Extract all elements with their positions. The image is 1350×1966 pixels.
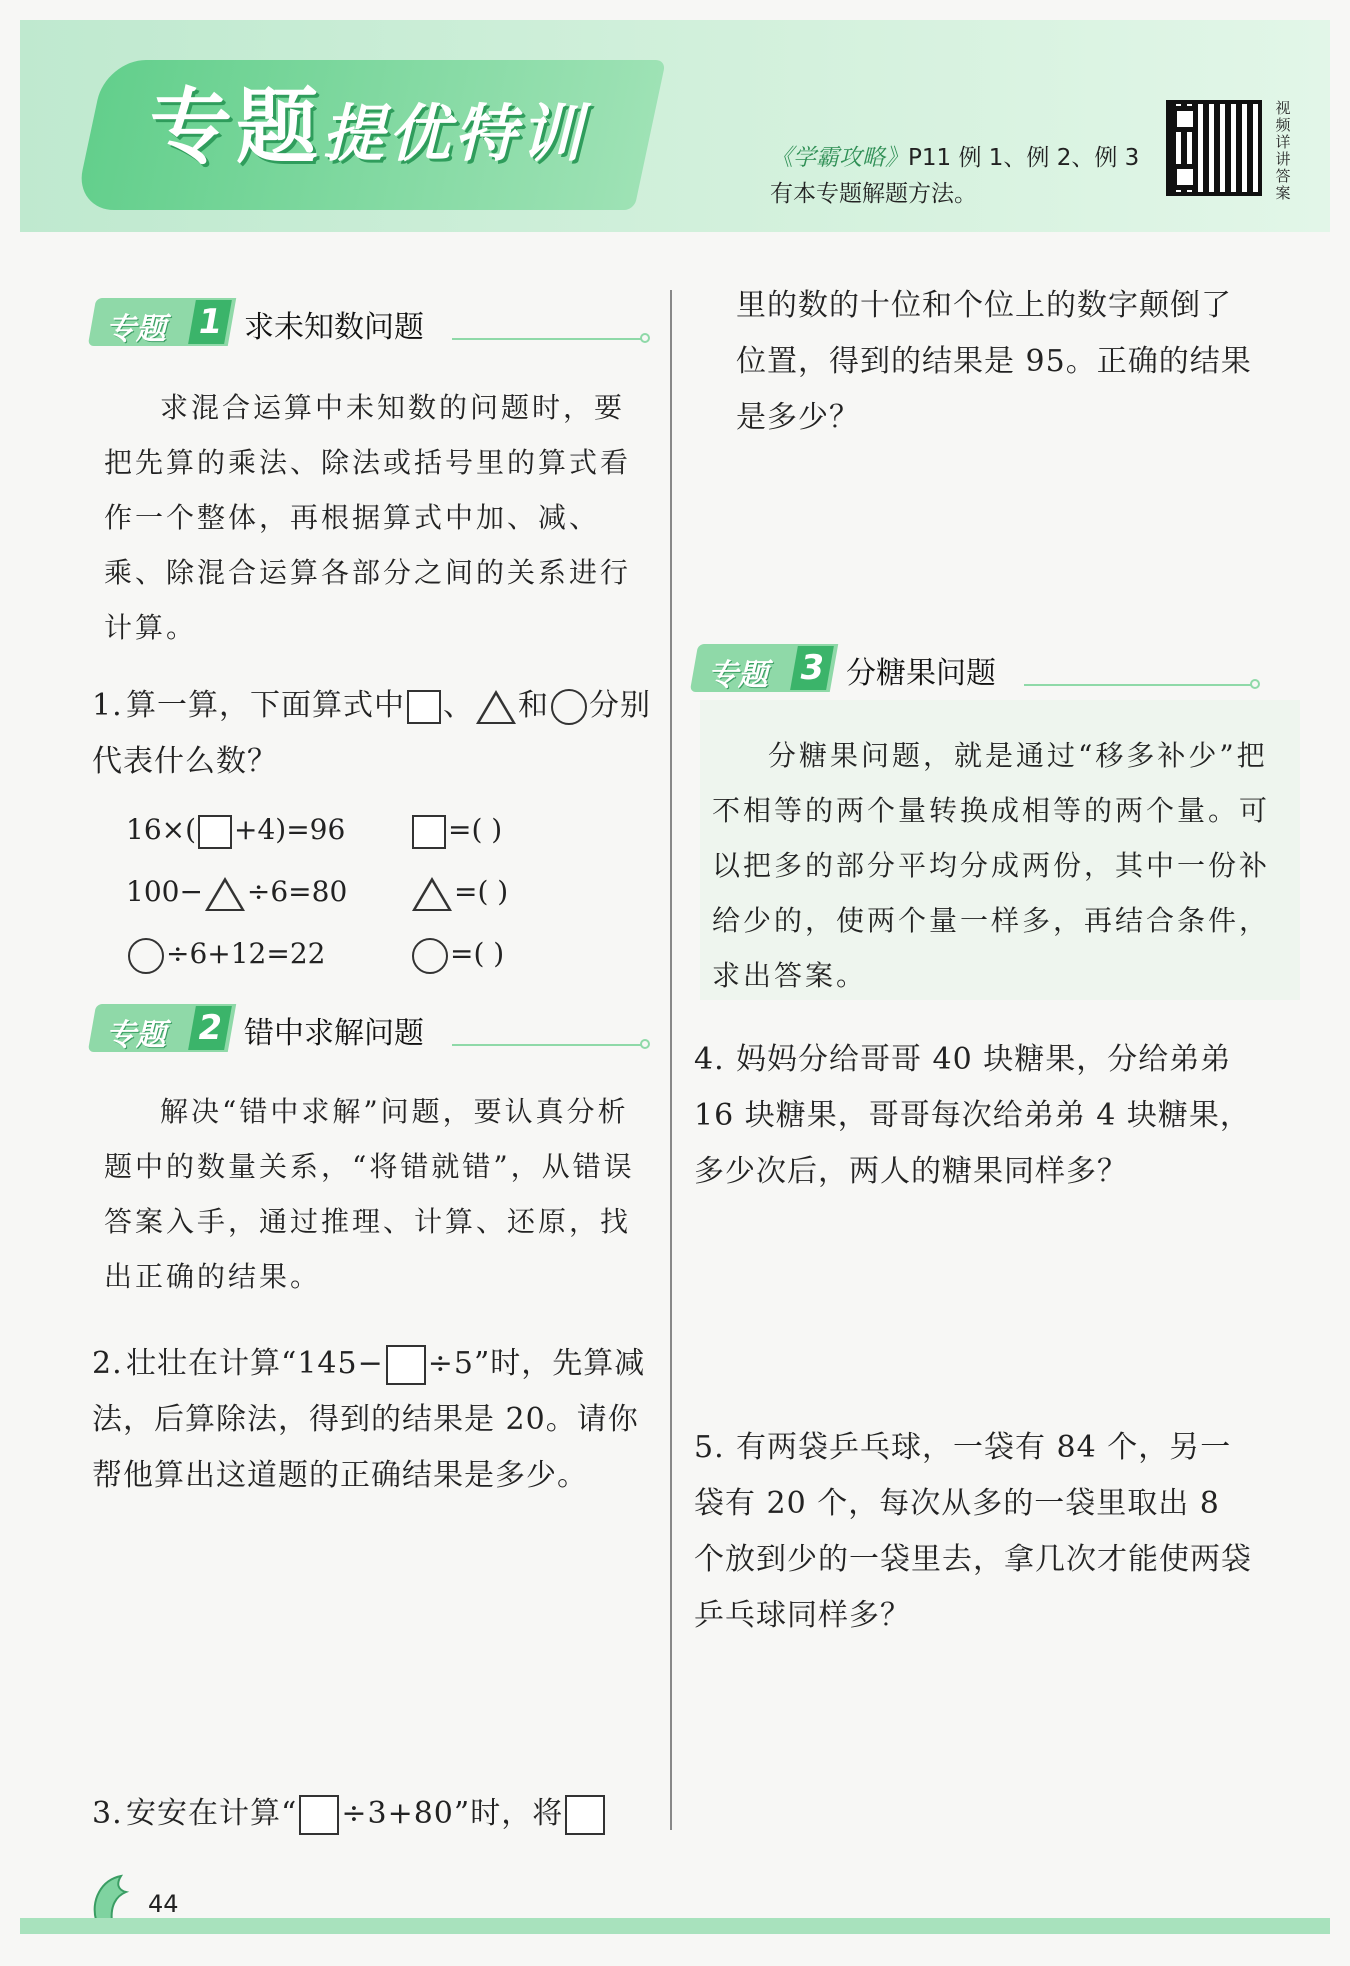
section-tag: 专题	[106, 1018, 166, 1053]
section-3-intro: 分糖果问题，就是通过“移多补少”把不相等的两个量转换成相等的两个量。可以把多的部分平均分成两份，其中一份补给少的，使两个量一样多，再结合条件，求出答案。	[712, 739, 1271, 992]
section-2-intro: 解决“错中求解”问题，要认真分析题中的数量关系，“将错就错”，从错误答案入手，通过推理、计算、还原，找出正确的结果。	[104, 1095, 635, 1293]
reference-line2: 有本专题解题方法。	[770, 181, 977, 207]
square-icon	[407, 690, 441, 724]
question-5: 5. 有两袋乒乓球，一袋有 84 个，另一袋有 20 个，每次从多的一袋里取出 8 个放到少的一袋里去，拿几次才能使两袋乒乓球同样多？	[694, 1420, 1260, 1644]
square-icon	[386, 1345, 426, 1385]
answer-row-1	[410, 810, 502, 850]
circle-icon	[128, 938, 164, 974]
answer-row-3	[410, 934, 504, 974]
page-number: 44	[148, 1890, 179, 1918]
page-title: 专题提优特训	[150, 80, 587, 175]
section-number: 3	[790, 646, 834, 690]
question-number: 4.	[694, 1042, 725, 1077]
question-2: 2. 壮壮在计算“145− ÷5”时，先算减法，后算除法，得到的结果是 20。请你帮他算出这道题的正确结果是多少。	[92, 1336, 652, 1504]
section-number: 2	[188, 1006, 232, 1050]
circle-icon	[412, 938, 448, 974]
question-number: 1.	[92, 688, 123, 723]
equation-row-1: 16×( +4)=96	[126, 810, 345, 850]
triangle-icon	[476, 690, 516, 724]
triangle-icon	[412, 877, 452, 911]
section-1-intro: 求混合运算中未知数的问题时，要把先算的乘法、除法或括号里的算式看作一个整体，再根据算式中加、减、乘、除混合运算各部分之间的关系进行计算。	[104, 391, 632, 644]
section-number: 1	[188, 300, 232, 344]
question-4: 4. 妈妈分给哥哥 40 块糖果，分给弟弟 16 块糖果，哥哥每次给弟弟 4 块糖果，多少次后，两人的糖果同样多？	[694, 1032, 1260, 1200]
section-header-3	[694, 644, 1264, 692]
square-icon	[198, 815, 232, 849]
square-icon	[299, 1795, 339, 1835]
section-tag: 专题	[106, 312, 166, 347]
qr-label: 视频详讲答案	[1275, 99, 1291, 202]
answer-blank[interactable]: =( )	[448, 813, 503, 846]
square-icon	[565, 1795, 605, 1835]
section-title: 分糖果问题	[846, 656, 996, 691]
question-number: 2.	[92, 1346, 123, 1381]
reference-book: 《学霸攻略》	[770, 145, 908, 171]
section-header-1	[92, 298, 652, 346]
qr-code-icon[interactable]	[1166, 100, 1262, 196]
section-header-2	[92, 1004, 652, 1052]
circle-icon	[551, 689, 587, 725]
equation-row-3: ÷6+12=22	[126, 934, 325, 974]
question-3: 3. 安安在计算“ ÷3+80”时，将	[92, 1786, 652, 1842]
answer-blank[interactable]: =( )	[450, 937, 505, 970]
question-1: 1. 算一算，下面算式中 、 和 分别代表什么数？	[92, 678, 652, 790]
triangle-icon	[205, 877, 245, 911]
square-icon	[412, 815, 446, 849]
column-divider	[670, 290, 672, 1830]
question-3-continued: 里的数的十位和个位上的数字颠倒了位置，得到的结果是 95。正确的结果是多少？	[736, 288, 1252, 435]
answer-row-2	[410, 872, 508, 912]
reference-note	[770, 140, 1139, 212]
section-title: 错中求解问题	[244, 1016, 424, 1051]
question-number: 5.	[694, 1430, 725, 1465]
footer-band	[20, 1918, 1330, 1934]
answer-blank[interactable]: =( )	[454, 875, 509, 908]
equation-row-2: 100− ÷6=80	[126, 872, 347, 912]
section-tag: 专题	[708, 658, 768, 693]
section-title: 求未知数问题	[244, 310, 424, 345]
reference-pages: P11 例 1、例 2、例 3	[908, 145, 1140, 171]
question-number: 3.	[92, 1796, 123, 1831]
